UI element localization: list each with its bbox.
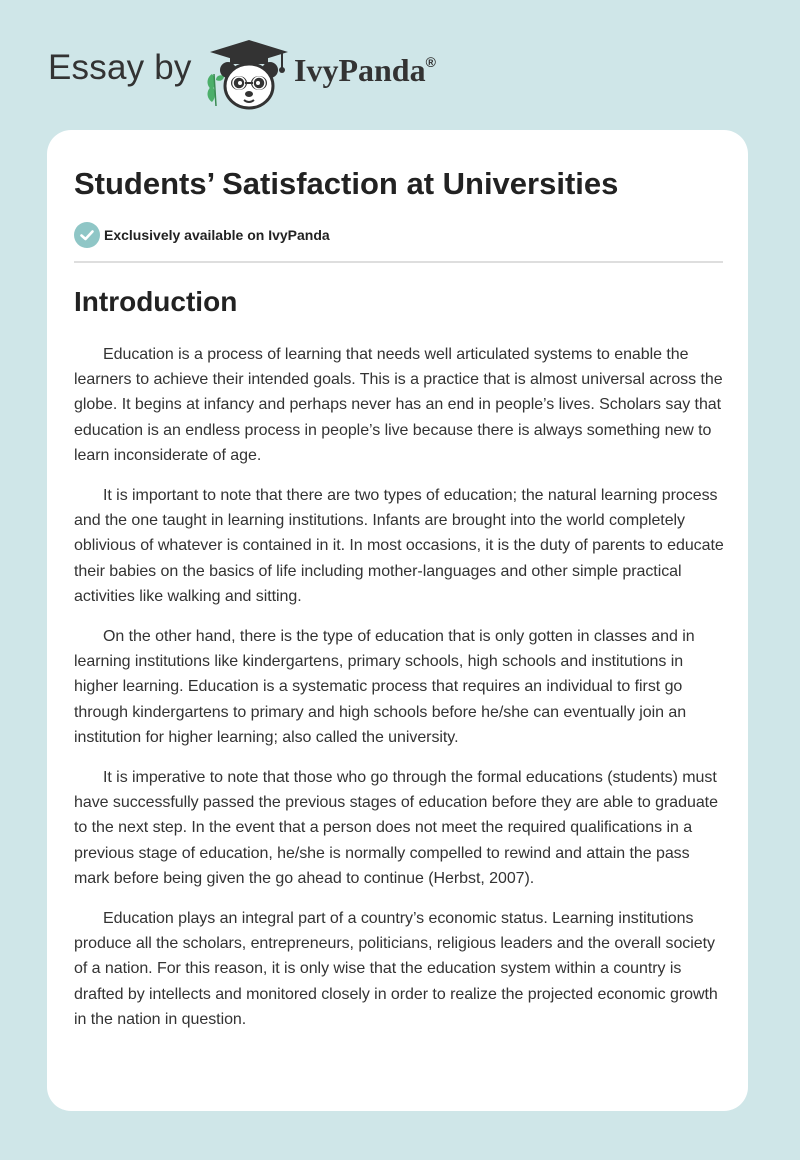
essay-by-label: Essay by <box>48 48 192 87</box>
section-heading: Introduction <box>74 286 238 317</box>
divider <box>74 261 723 263</box>
site-header <box>48 30 508 110</box>
exclusive-badge <box>74 222 330 248</box>
exclusive-badge-label: Exclusively available on IvyPanda <box>104 227 330 243</box>
essay-card <box>47 130 748 1111</box>
paragraph: Education plays an integral part of a country’s economic status. Learning institutions produce all the scholars, entrepreneurs, politicians, religious leaders and the overall society of a nation. For this reason, it is only wise that the education system within a country is drafted by intellects and monitored closely in order to realize the projected economic growth in the nation in question. <box>74 910 718 1028</box>
essay-body <box>74 342 726 1047</box>
brand-name[interactable]: IvyPanda® <box>294 52 436 88</box>
panda-graduate-icon[interactable] <box>202 34 292 114</box>
paragraph: Education is a process of learning that needs well articulated systems to enable the learners to achieve their intended goals. This is a practice that is almost universal across the globe. It begins at infancy and perhaps never has an end in people’s lives. Scholars say that education is an endless process in people’s live because there is always something new to learn inconsiderate of age. <box>74 346 723 464</box>
paragraph: On the other hand, there is the type of education that is only gotten in classes and in learning institutions like kindergartens, primary schools, high schools and institutions in higher learning. Education is a systematic process that requires an individual to first go through kindergartens to primary and high schools before he/she can eventually join an institution for higher learning; also called the university. <box>74 628 695 746</box>
check-circle-icon <box>74 222 100 248</box>
paragraph: It is important to note that there are two types of education; the natural learning process and the one taught in learning institutions. Infants are brought into the world completely oblivious of whatever is contained in it. In most occasions, it is the duty of parents to educate their babies on the basics of life including mother-languages and other simple practical activities like walking and sitting. <box>74 487 724 605</box>
registered-mark: ® <box>425 54 436 70</box>
leaf-icon <box>208 74 225 106</box>
page-title: Students’ Satisfaction at Universities <box>74 166 619 201</box>
paragraph: It is imperative to note that those who go through the formal educations (students) must have successfully passed the previous stages of education before they are able to graduate to the next step. In the event that a person does not meet the required qualifications in a previous stage of education, he/she is normally compelled to rewind and attain the pass mark before being given the go ahead to continue (Herbst, 2007). <box>74 769 718 887</box>
